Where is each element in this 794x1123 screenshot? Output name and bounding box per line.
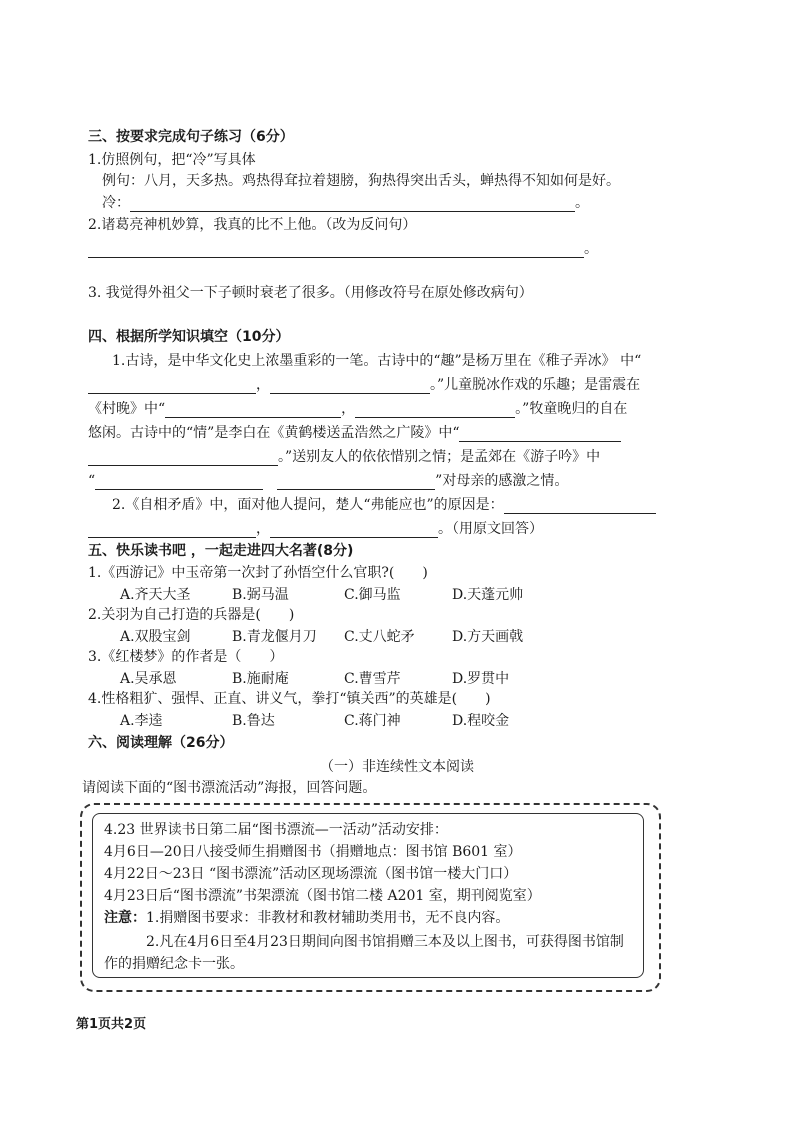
section4-l1: 1.古诗，是中华文化史上浓墨重彩的一笔。古诗中的“趣”是杨万里在《稚子弄冰》 中“ (112, 353, 642, 369)
section3-q2: 2.诸葛亮神机妙算，我真的比不上他。（改为反问句） (88, 217, 417, 233)
l3-start-text: 《村晚》中“ (88, 401, 166, 417)
comma: ， (256, 521, 270, 537)
section3-q2-row (88, 240, 598, 258)
cold-end: 。 (575, 195, 589, 211)
l2-end-text: 。”儿童脱冰作戏的乐趣；是雷震在 (430, 377, 641, 393)
reason-blank-1[interactable] (504, 499, 656, 514)
poster-note-label: 注意： (104, 910, 146, 926)
poster-note-3: 作的捐赠纪念卡一张。 (104, 956, 244, 972)
poster-line-3: 4月22日～23日 “图书漂流”活动区现场漂流（图书馆一楼大门口） (104, 866, 518, 882)
poster-note-row (104, 909, 509, 927)
poster-line-1: 4.23 世界读书日第二届“图书漂流—一活动”活动安排： (104, 822, 448, 838)
section5-title: 五、快乐读书吧 ，一起走进四大名著(8分) (88, 543, 354, 559)
section4-l3 (88, 400, 627, 418)
poem3-blank-2[interactable] (88, 451, 278, 466)
section3-example: 例句：八月，天多热。鸡热得耷拉着翅膀，狗热得突出舌头，蝉热得不知如何是好。 (102, 173, 620, 189)
poster-note-1: 1.捐赠图书要求：非教材和教材辅助类用书，无不良内容。 (146, 910, 510, 926)
l6-end-text: ”对母亲的感激之情。 (435, 473, 569, 489)
section4-l8 (88, 520, 543, 538)
comma: ， (256, 377, 270, 393)
l8-end-text: 。（用原文回答） (438, 521, 543, 537)
l6-start-text: “ (88, 473, 96, 489)
poem1-blank-2[interactable] (270, 379, 430, 394)
section4-l6 (88, 472, 568, 490)
section3-q3: 3. 我觉得外祖父一下子顿时衰老了很多。（用修改符号在原处修改病句） (88, 285, 533, 301)
mc-question-4: 4.性格粗犷、强悍、正直、讲义气，拳打“镇关西”的英雄是( ) (88, 691, 491, 707)
section3-q1: 1.仿照例句，把“冷”写具体 (88, 152, 256, 168)
section3-cold-row (102, 194, 589, 212)
mc2-option-a[interactable]: A.双股宝剑 (120, 629, 191, 645)
poem1-blank-1[interactable] (88, 379, 256, 394)
mc2-option-b[interactable]: B.青龙偃月刀 (232, 629, 317, 645)
poster-line-4: 4月23日后“图书漂流”书架漂流（图书馆二楼 A201 室，期刊阅览室） (104, 888, 541, 904)
reason-blank-2[interactable] (88, 523, 256, 538)
section3-title: 三、按要求完成句子练习（6分） (88, 129, 294, 145)
mc2-option-c[interactable]: C.丈八蛇矛 (344, 629, 415, 645)
mc1-option-a[interactable]: A.齐天大圣 (120, 587, 191, 603)
section6-intro: 请阅读下面的“图书漂流活动”海报，回答问题。 (82, 780, 377, 796)
page-footer: 第1页共2页 (76, 1017, 147, 1032)
l7-text: 2.《自相矛盾》中，面对他人提问，楚人“弗能应也”的原因是： (112, 497, 504, 513)
q2-end: 。 (584, 241, 598, 257)
mc1-option-b[interactable]: B.弼马温 (232, 587, 289, 603)
mc3-option-b[interactable]: B.施耐庵 (232, 671, 289, 687)
mc1-option-d[interactable]: D.天蓬元帅 (452, 587, 524, 603)
poem4-blank-1[interactable] (95, 475, 263, 490)
section6-title: 六、阅读理解（26分） (88, 735, 234, 751)
mc3-option-c[interactable]: C.曹雪芹 (344, 671, 401, 687)
poem2-blank-1[interactable] (165, 403, 341, 418)
mc-question-1: 1.《西游记》中玉帝第一次封了孙悟空什么官职?( ) (88, 565, 428, 581)
mc4-option-b[interactable]: B.鲁达 (232, 713, 275, 729)
poster-line-2: 4月6日—20日八接受师生捐赠图书（捐赠地点：图书馆 B601 室） (104, 844, 522, 860)
mc3-option-d[interactable]: D.罗贯中 (452, 671, 510, 687)
reason-blank-3[interactable] (270, 523, 438, 538)
mc1-option-c[interactable]: C.御马监 (344, 587, 401, 603)
poem3-blank-1[interactable] (459, 427, 621, 442)
poem2-blank-2[interactable] (355, 403, 515, 418)
l3-end-text: 。”牧童晚归的自在 (515, 401, 628, 417)
mc2-option-d[interactable]: D.方天画戟 (452, 629, 524, 645)
l4-text: 悠闲。古诗中的“情”是李白在《黄鹤楼送孟浩然之广陵》中“ (88, 425, 460, 441)
comma: ， (341, 401, 356, 417)
section4-title: 四、根据所学知识填空（10分） (88, 329, 290, 345)
cold-answer-blank[interactable] (130, 197, 575, 212)
poem4-blank-2[interactable] (277, 475, 435, 490)
section4-l5 (88, 448, 600, 466)
mc4-option-d[interactable]: D.程咬金 (452, 713, 510, 729)
section4-l2 (88, 376, 640, 394)
poster-note-2: 2.凡在4月6日至4月23日期间向图书馆捐赠三本及以上图书，可获得图书馆制 (146, 934, 624, 950)
l5-end-text: 。”送别友人的依依惜别之情；是孟郊在《游子吟》中 (278, 449, 601, 465)
mc3-option-a[interactable]: A.吴承恩 (120, 671, 177, 687)
section4-l7 (112, 496, 656, 514)
mc-question-3: 3.《红楼梦》的作者是（ ） (88, 649, 284, 665)
mc-question-2: 2.关羽为自己打造的兵器是( ) (88, 607, 295, 623)
mc4-option-a[interactable]: A.李逵 (120, 713, 163, 729)
section4-l4 (88, 424, 621, 442)
gap (263, 476, 277, 490)
q2-answer-blank[interactable] (88, 243, 584, 258)
cold-label: 冷： (102, 195, 130, 211)
section6-subtitle: （一）非连续性文本阅读 (320, 759, 474, 775)
mc4-option-c[interactable]: C.蒋门神 (344, 713, 401, 729)
